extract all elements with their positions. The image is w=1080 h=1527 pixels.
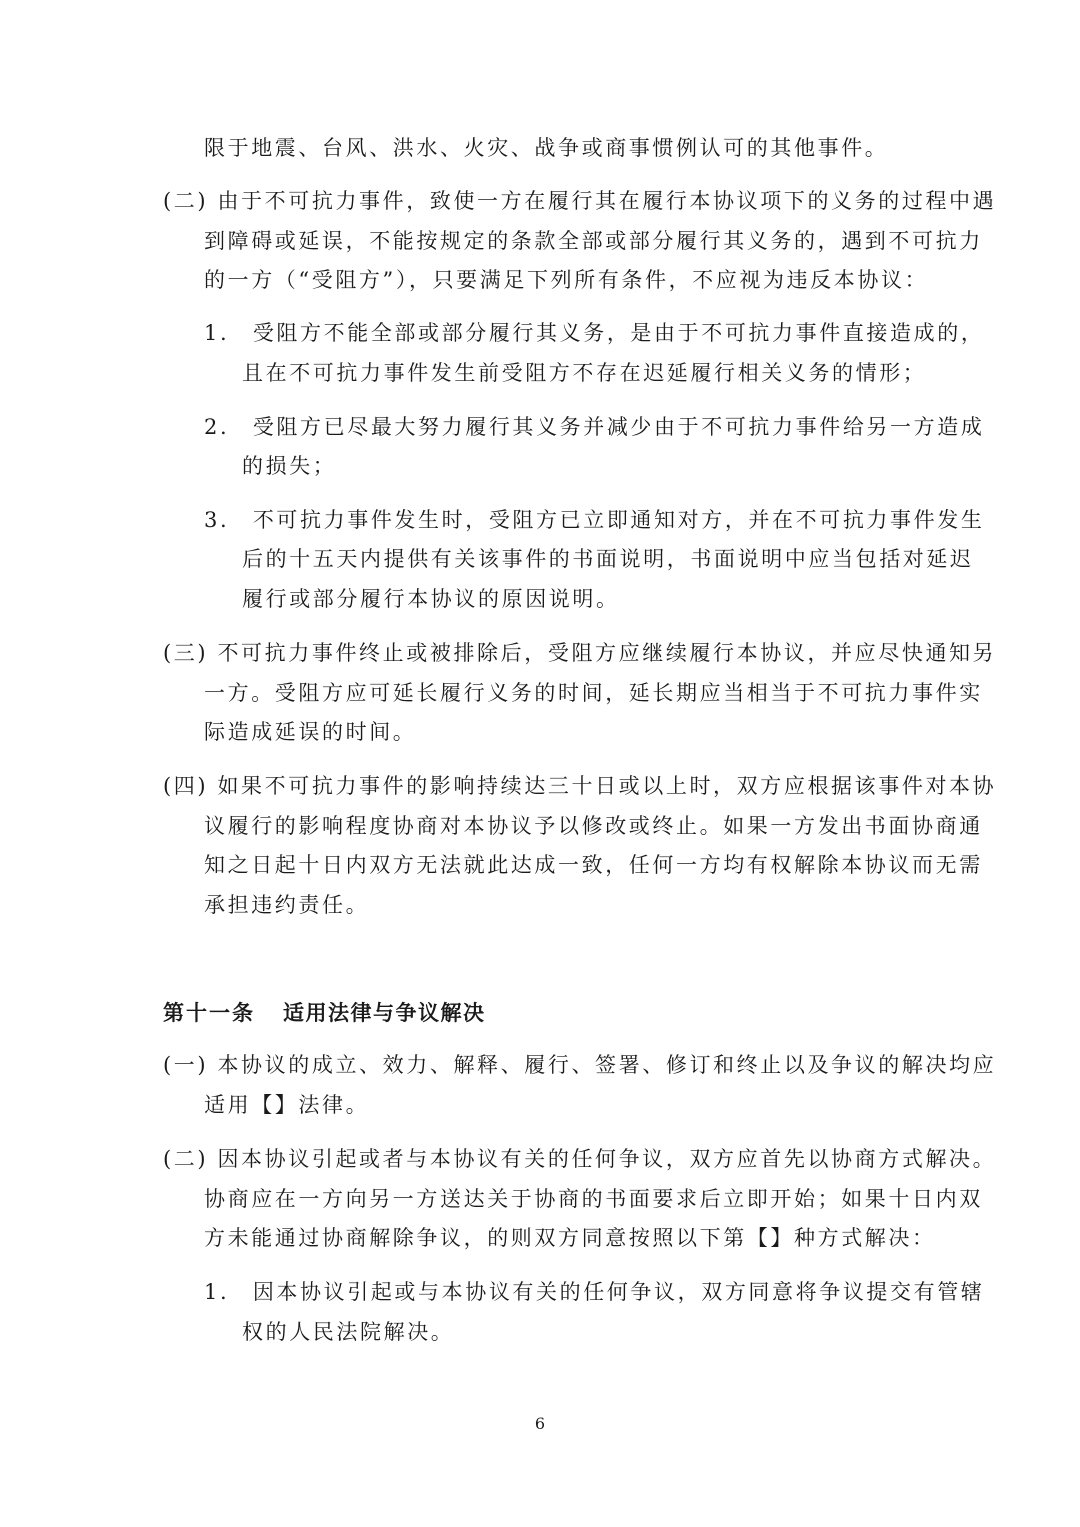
clause-2-line: 的一方（“受阻方”），只要满足下列所有条件，不应视为违反本协议： bbox=[204, 268, 929, 292]
list-item-2-line: 的损失； bbox=[242, 454, 337, 478]
list-item-1-line: 且在不可抗力事件发生前受阻方不存在迟延履行相关义务的情形； bbox=[242, 361, 927, 385]
art11-clause-2-line: (二) 因本协议引起或者与本协议有关的任何争议，双方应首先以协商方式解决。 bbox=[163, 1147, 997, 1171]
clause-4-line: 议履行的影响程度协商对本协议予以修改或终止。如果一方发出书面协商通 bbox=[204, 814, 983, 838]
clause-4-line: (四) 如果不可抗力事件的影响持续达三十日或以上时，双方应根据该事件对本协 bbox=[163, 774, 997, 798]
list-item-3-line: 3. 不可抗力事件发生时，受阻方已立即通知对方，并在不可抗力事件发生 bbox=[204, 508, 985, 532]
art11-clause-1-line: (一) 本协议的成立、效力、解释、履行、签署、修订和终止以及争议的解决均应 bbox=[163, 1053, 997, 1077]
list-item-2-line: 2. 受阻方已尽最大努力履行其义务并减少由于不可抗力事件给另一方造成 bbox=[204, 415, 985, 439]
art11-clause-1-line: 适用【】法律。 bbox=[204, 1093, 370, 1117]
art11-list-item-1-line: 1. 因本协议引起或与本协议有关的任何争议，双方同意将争议提交有管辖 bbox=[204, 1280, 985, 1304]
clause-3-line: (三) 不可抗力事件终止或被排除后，受阻方应继续履行本协议，并应尽快通知另 bbox=[163, 641, 997, 665]
page-number: 6 bbox=[534, 1414, 546, 1433]
article-title: 适用法律与争议解决 bbox=[283, 1000, 486, 1025]
clause-4-line: 承担违约责任。 bbox=[204, 893, 370, 917]
list-item-1-line: 1. 受阻方不能全部或部分履行其义务，是由于不可抗力事件直接造成的， bbox=[204, 321, 985, 345]
art11-clause-2-line: 协商应在一方向另一方送达关于协商的书面要求后立即开始；如果十日内双 bbox=[204, 1187, 983, 1211]
list-item-3-line: 履行或部分履行本协议的原因说明。 bbox=[242, 587, 620, 611]
art11-clause-2-line: 方未能通过协商解除争议，的则双方同意按照以下第【】种方式解决： bbox=[204, 1226, 936, 1250]
clause-2-line: 到障碍或延误，不能按规定的条款全部或部分履行其义务的，遇到不可抗力 bbox=[204, 229, 983, 253]
paragraph-line: 限于地震、台风、洪水、火灾、战争或商事惯例认可的其他事件。 bbox=[204, 136, 889, 160]
clause-4-line: 知之日起十日内双方无法就此达成一致，任何一方均有权解除本协议而无需 bbox=[204, 853, 983, 877]
article-heading bbox=[163, 1002, 486, 1023]
clause-3-line: 一方。受阻方应可延长履行义务的时间，延长期应当相当于不可抗力事件实 bbox=[204, 681, 983, 705]
art11-list-item-1-line: 权的人民法院解决。 bbox=[242, 1320, 455, 1344]
clause-2-line: (二) 由于不可抗力事件，致使一方在履行其在履行本协议项下的义务的过程中遇 bbox=[163, 189, 997, 213]
clause-3-line: 际造成延误的时间。 bbox=[204, 720, 417, 744]
list-item-3-line: 后的十五天内提供有关该事件的书面说明，书面说明中应当包括对延迟 bbox=[242, 547, 974, 571]
article-number: 第十一条 bbox=[163, 1000, 255, 1025]
